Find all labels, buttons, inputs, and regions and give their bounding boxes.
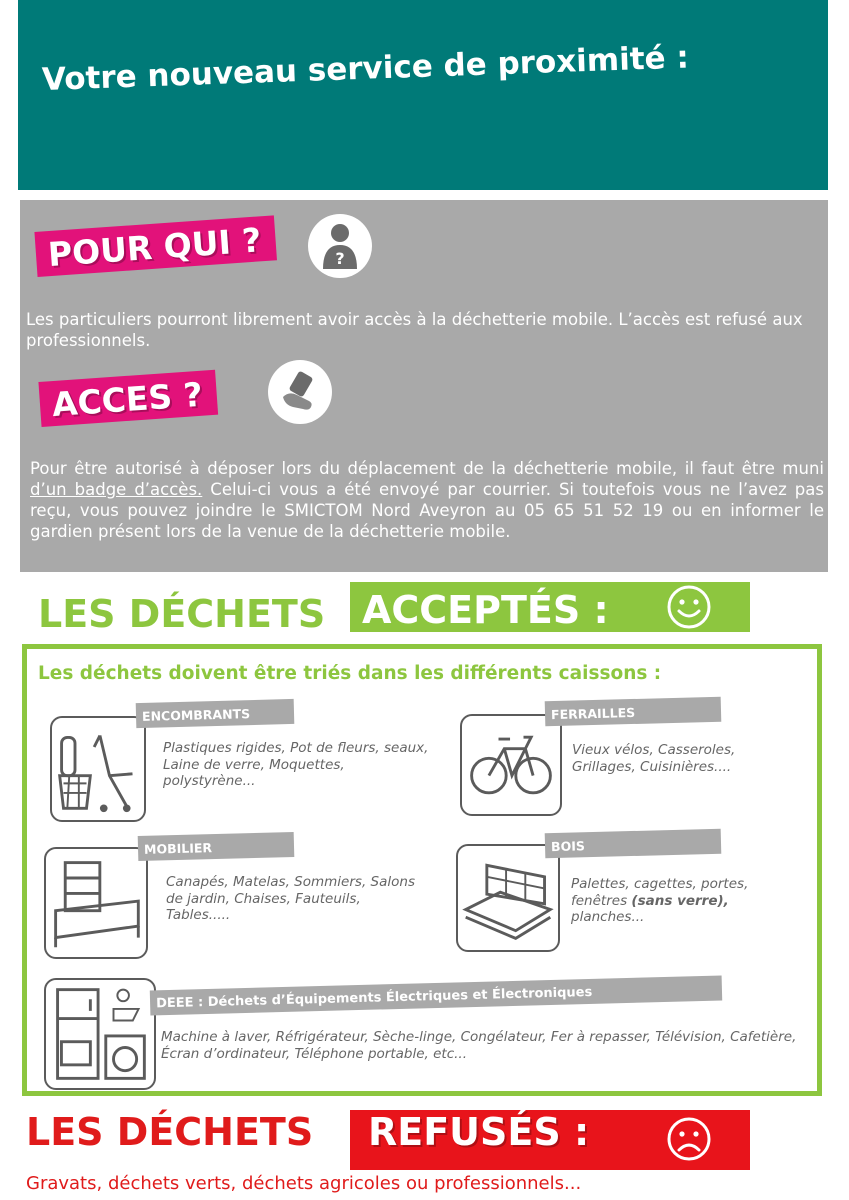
- bicycle-icon: [460, 714, 562, 816]
- accepted-heading-word: ACCEPTÉS :: [362, 588, 609, 632]
- accepted-heading-prefix: LES DÉCHETS: [38, 592, 326, 636]
- deee-description: Machine à laver, Réfrigérateur, Sèche-linge, Congélateur, Fer à repasser, Télévision, Cafetière, Écran d’ordinateur, Téléphone portable, etc...: [161, 1029, 797, 1062]
- sorting-instruction: Les déchets doivent être triés dans les différents caissons :: [38, 663, 662, 684]
- svg-text:?: ?: [335, 249, 345, 268]
- person-question-icon: [308, 214, 372, 278]
- acces-heading: ACCES ?: [38, 370, 218, 427]
- encombrants-label: ENCOMBRANTS: [136, 699, 295, 728]
- hand-badge-icon: [268, 360, 332, 424]
- smiley-icon: [666, 584, 712, 634]
- ferrailles-label: FERRAILLES: [545, 697, 722, 727]
- bois-description: Palettes, cagettes, portes, fenêtres (sans verre), planches...: [571, 876, 749, 925]
- encombrants-description: Plastiques rigides, Pot de fleurs, seaux, Laine de verre, Moquettes, polystyrène...: [163, 740, 429, 789]
- sad-face-icon: [666, 1116, 712, 1166]
- appliances-icon: [44, 978, 156, 1090]
- page-title: Votre nouveau service de proximité :: [41, 39, 690, 98]
- mobilier-label: MOBILIER: [138, 832, 295, 861]
- furniture-icon: [44, 847, 148, 959]
- badge-acces-underlined: d’un badge d’accès.: [30, 480, 203, 499]
- wooden-crate-icon: [456, 844, 560, 952]
- pour-qui-heading: POUR QUI ?: [34, 215, 276, 277]
- pour-qui-text: Les particuliers pourront librement avoir accès à la déchetterie mobile. L’accès est refusé aux professionnels.: [26, 310, 803, 350]
- header-banner: [18, 0, 828, 190]
- bulky-waste-icon: [50, 716, 146, 822]
- refused-heading-word: REFUSÉS :: [368, 1110, 590, 1154]
- ferrailles-description: Vieux vélos, Casseroles, Grillages, Cuisinières....: [572, 742, 736, 775]
- refused-waste-list: Gravats, déchets verts, déchets agricoles ou professionnels...: [26, 1173, 582, 1194]
- bois-label: BOIS: [545, 829, 722, 859]
- refused-heading-prefix: LES DÉCHETS: [26, 1110, 314, 1154]
- mobilier-description: Canapés, Matelas, Sommiers, Salons de jardin, Chaises, Fauteuils, Tables.....: [166, 874, 415, 923]
- acces-text: Pour être autorisé à déposer lors du déplacement de la déchetterie mobile, il faut être muni d’un badge d’accès. Celui-ci vous a été envoyé par courrier. Si toutefois vous ne l’avez pas reçu, vous pouvez joindre le SMICTOM Nord Aveyron au 05 65 51 52 19 ou en informer le gardien présent lors de la venue de la déchetterie mobile.: [30, 459, 824, 541]
- deee-label: DEEE : Déchets d’Équipements Électriques et Électroniques: [150, 976, 722, 1016]
